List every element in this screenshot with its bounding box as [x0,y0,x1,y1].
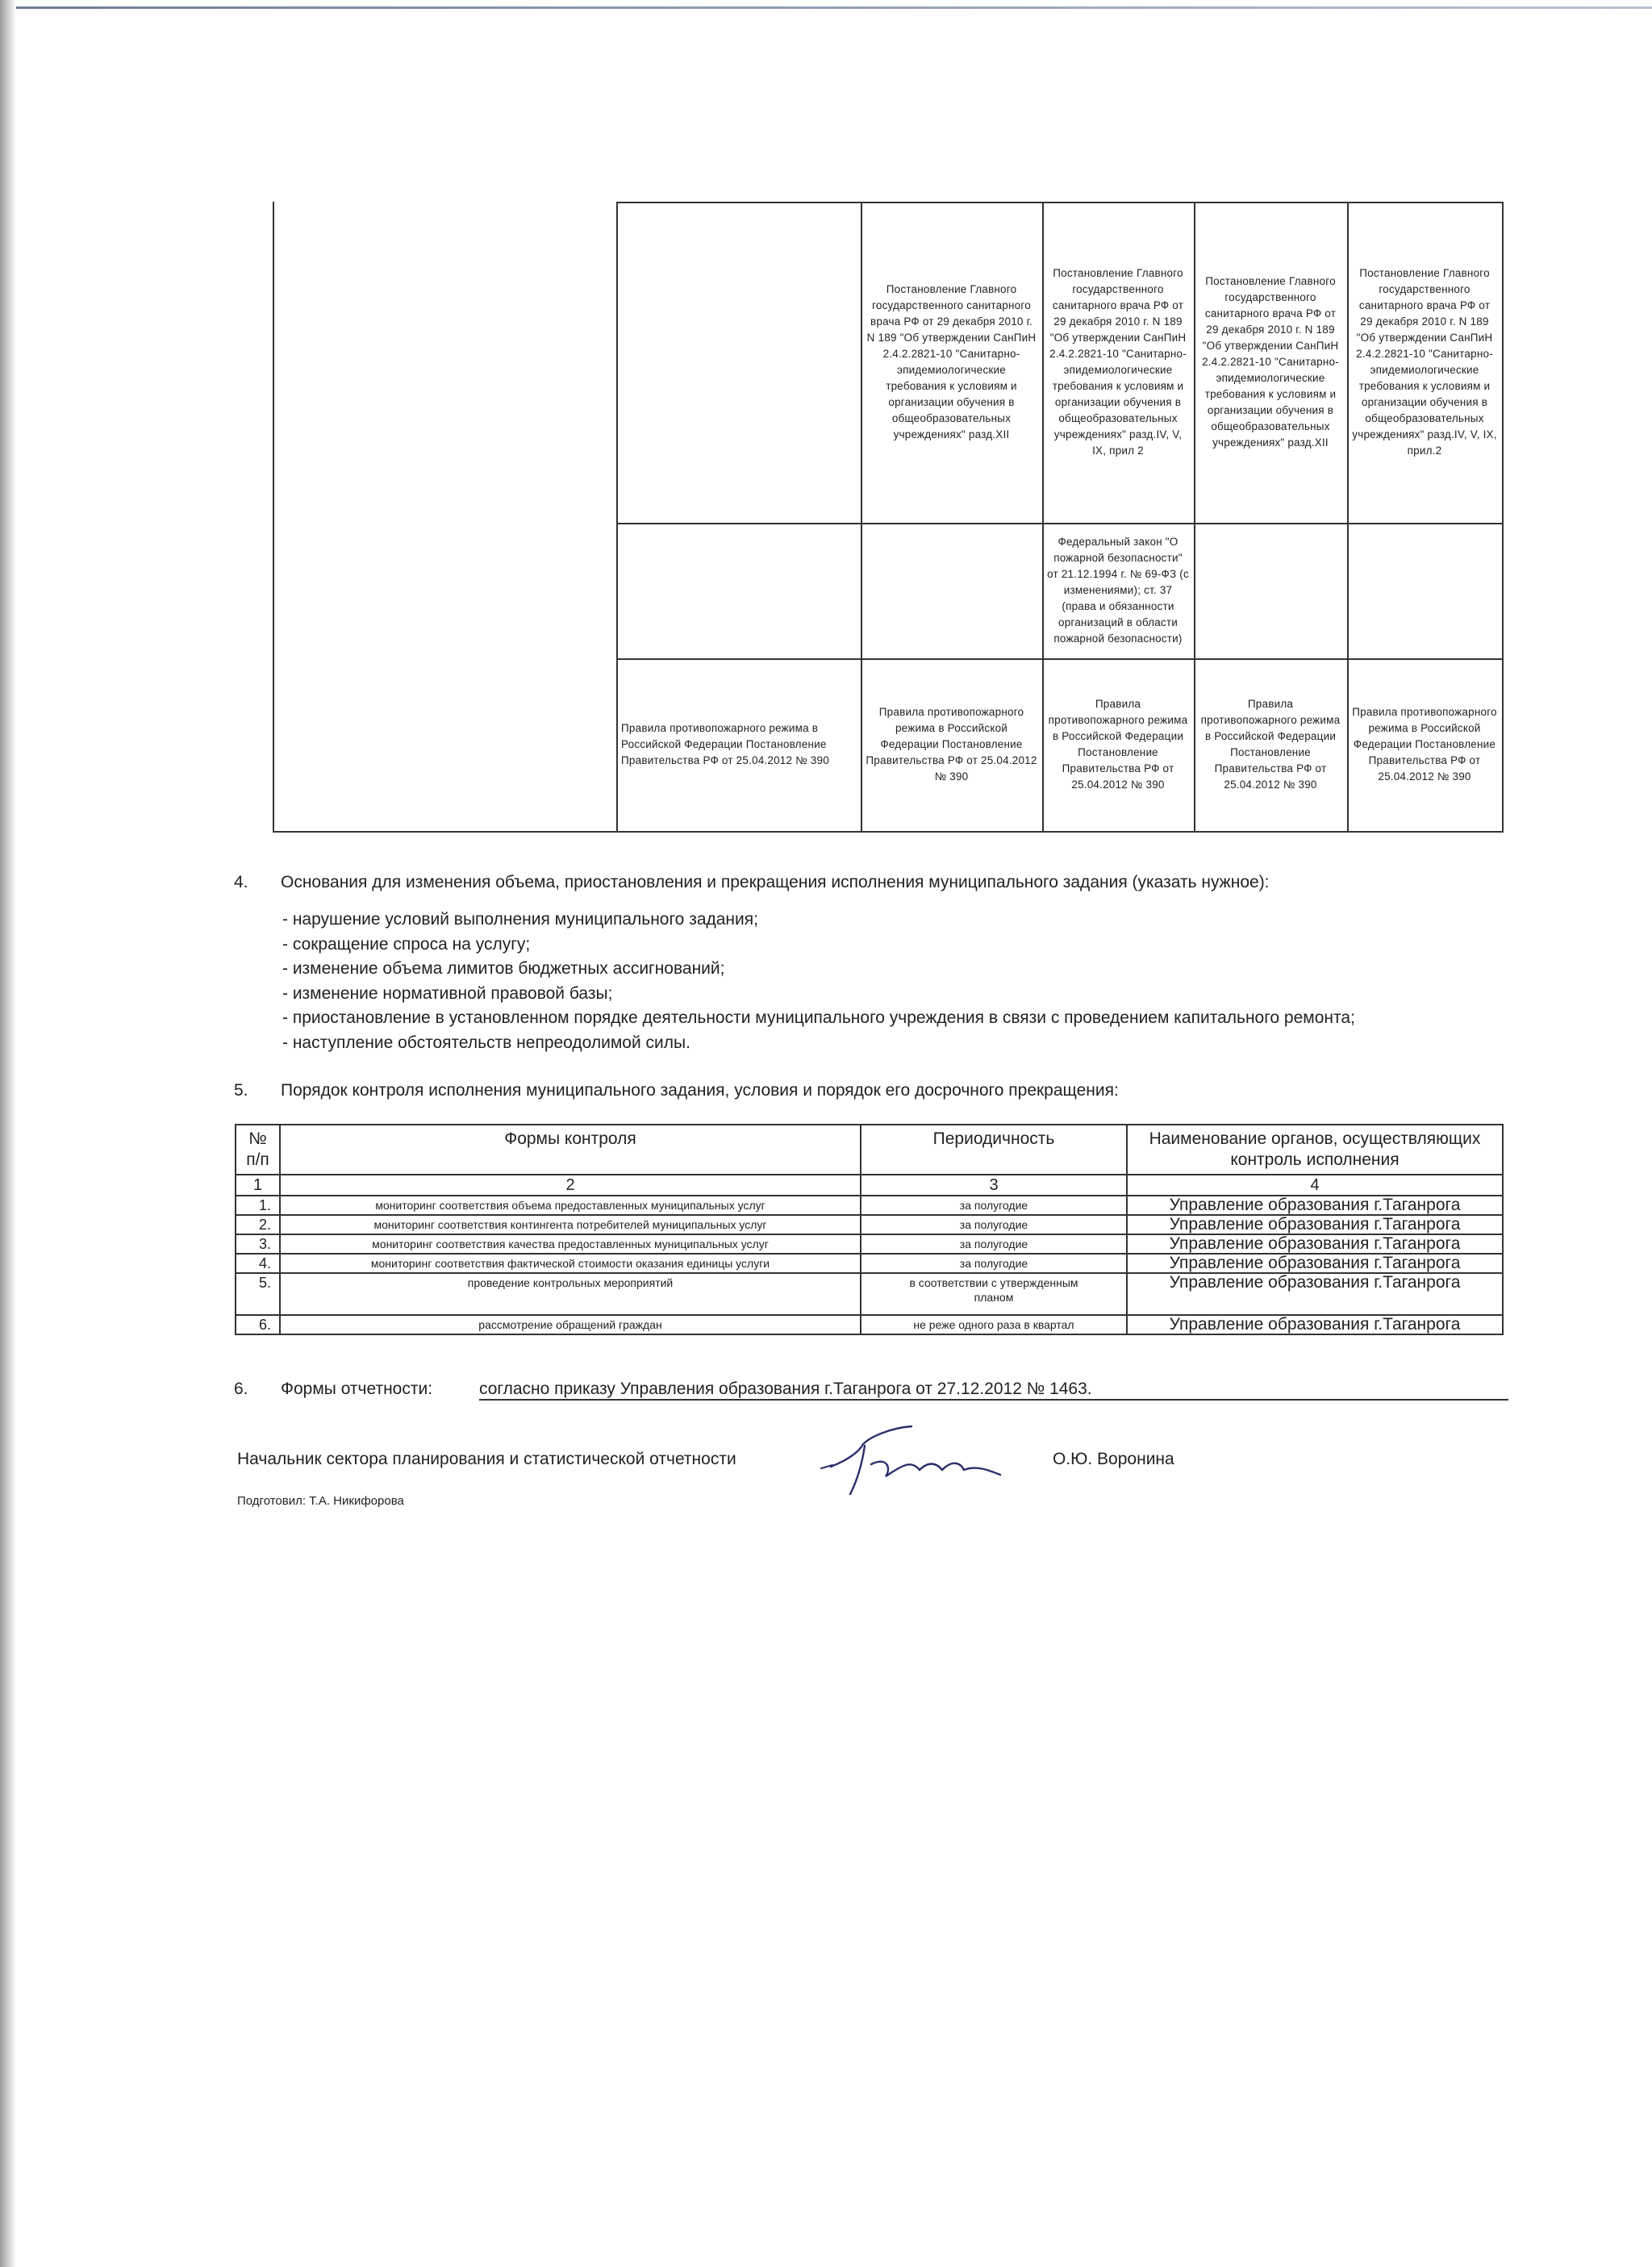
list-item: - сокращение спроса на услугу; [282,934,531,954]
section-title: Порядок контроля исполнения муниципального задания, условия и порядок его досрочного прекращения: [281,1081,1119,1100]
legal-references-table [273,202,1504,833]
table-row [236,1196,1503,1215]
column-header: Формы контроля [280,1125,861,1175]
reporting-label: Формы отчетности: [281,1380,433,1398]
column-index: 2 [280,1175,861,1196]
reference-cell: Правила противопожарного режима в Российской Федерации Постановление Правительства РФ от 25.04.2012 № 390 [621,722,829,766]
reference-cell: Постановление Главного государственного санитарного врача РФ от 29 декабря 2010 г. N 189 "Об утверждении СанПиН 2.4.2.2821-10 "Санитарно-эпидемиологические требования к условиям и организации обучения в общеобразовательных учреждениях" разд.IV, V, IX, прил 2 [1049,267,1187,457]
table-row [236,1234,1503,1254]
table-row [236,1254,1503,1273]
table-row [236,1315,1503,1334]
reporting-value: согласно приказу Управления образования г.Таганрога от 27.12.2012 № 1463. [479,1380,1092,1398]
control-body: Управление образования г.Таганрога [1127,1315,1503,1334]
reference-cell: Постановление Главного государственного санитарного врача РФ от 29 декабря 2010 г. N 189 "Об утверждении СанПиН 2.4.2.2821-10 "Санитарно-эпидемиологические требования к условиям и организации обучения в общеобразовательных учреждениях" разд.IV, V, IX, прил.2 [1352,267,1497,457]
row-number: 2. [236,1215,280,1234]
section-5-heading [234,1081,1119,1100]
control-body: Управление образования г.Таганрога [1127,1254,1503,1273]
scan-top-rule [16,6,1652,9]
reference-cell: Постановление Главного государственного санитарного врача РФ от 29 декабря 2010 г. N 189 "Об утверждении СанПиН 2.4.2.2821-10 "Санитарно-эпидемиологические требования к условиям и организации обучения в общеобразовательных учреждениях" разд.XII [1202,275,1339,449]
column-index-row [236,1175,1503,1196]
reference-cell: Правила противопожарного режима в Российской Федерации Постановление Правительства РФ от 25.04.2012 № 390 [1048,698,1188,791]
scan-edge-shadow [0,0,16,2267]
control-form: проведение контрольных мероприятий [280,1273,861,1315]
control-body: Управление образования г.Таганрога [1127,1273,1503,1315]
row-number: 6. [236,1315,280,1334]
list-item: - приостановление в установленном порядке деятельности муниципального учреждения в связи с проведением капитального ремонта; [282,1008,1355,1027]
section-number: 5. [234,1081,248,1100]
row-number: 5. [236,1273,280,1315]
signer-name: О.Ю. Воронина [1053,1450,1174,1468]
underline [479,1399,1508,1401]
table-row [236,1215,1503,1234]
control-table [235,1124,1504,1335]
control-period: за полугодие [861,1215,1127,1234]
table-header-row [236,1125,1503,1175]
reference-cell: Федеральный закон "О пожарной безопасности" от 21.12.1994 г. № 69-ФЗ (с изменениями); ст. 37 (права и обязанности организаций в области пожарной безопасности) [1047,536,1189,645]
reference-cell: Правила противопожарного режима в Российской Федерации Постановление Правительства РФ от 25.04.2012 № 390 [866,706,1037,783]
row-number: 4. [236,1254,280,1273]
signer-position: Начальник сектора планирования и статистической отчетности [237,1450,736,1468]
control-period: за полугодие [861,1254,1127,1273]
list-item: - изменение нормативной правовой базы; [282,983,613,1003]
control-period: за полугодие [861,1196,1127,1215]
section-number: 6. [234,1380,248,1398]
list-item: - изменение объема лимитов бюджетных ассигнований; [282,959,725,978]
column-header: № п/п [236,1125,280,1175]
control-period: за полугодие [861,1234,1127,1254]
control-form: мониторинг соответствия качества предоставленных муниципальных услуг [280,1234,861,1254]
reference-cell: Правила противопожарного режима в Российской Федерации Постановление Правительства РФ от 25.04.2012 № 390 [1200,698,1341,791]
control-body: Управление образования г.Таганрога [1127,1234,1503,1254]
control-form: мониторинг соответствия контингента потребителей муниципальных услуг [280,1215,861,1234]
table-gridline [1502,202,1504,831]
prepared-by: Подготовил: Т.А. Никифорова [237,1494,404,1508]
section-4-heading [234,873,1270,892]
column-index: 1 [236,1175,280,1196]
reference-cell: Постановление Главного государственного санитарного врача РФ от 29 декабря 2010 г. N 189 "Об утверждении СанПиН 2.4.2.2821-10 "Санитарно-эпидемиологические требования к условиям и организации обучения в общеобразовательных учреждениях" разд.XII [866,283,1037,440]
control-period: в соответствии с утвержденным планом [861,1273,1127,1315]
reference-cell: Правила противопожарного режима в Российской Федерации Постановление Правительства РФ от 25.04.2012 № 390 [1352,706,1497,783]
control-body: Управление образования г.Таганрога [1127,1196,1503,1215]
column-header: Наименование органов, осуществляющих контроль исполнения [1127,1125,1503,1175]
control-form: рассмотрение обращений граждан [280,1315,861,1334]
column-index: 4 [1127,1175,1503,1196]
control-period: не реже одного раза в квартал [861,1315,1127,1334]
section-6-reporting [234,1380,1092,1399]
section-title: Основания для изменения объема, приостановления и прекращения исполнения муниципального задания (указать нужное): [281,873,1270,891]
list-item: - наступление обстоятельств непреодолимой силы. [282,1033,690,1052]
handwritten-signature [815,1420,1016,1509]
control-body: Управление образования г.Таганрога [1127,1215,1503,1234]
grounds-list [282,908,1355,1055]
table-row [236,1273,1503,1315]
row-number: 3. [236,1234,280,1254]
control-form: мониторинг соответствия объема предоставленных муниципальных услуг [280,1196,861,1215]
row-number: 1. [236,1196,280,1215]
list-item: - нарушение условий выполнения муниципального задания; [282,910,758,929]
control-form: мониторинг соответствия фактической стоимости оказания единицы услуги [280,1254,861,1273]
column-header: Периодичность [861,1125,1127,1175]
column-index: 3 [861,1175,1127,1196]
section-number: 4. [234,873,248,891]
